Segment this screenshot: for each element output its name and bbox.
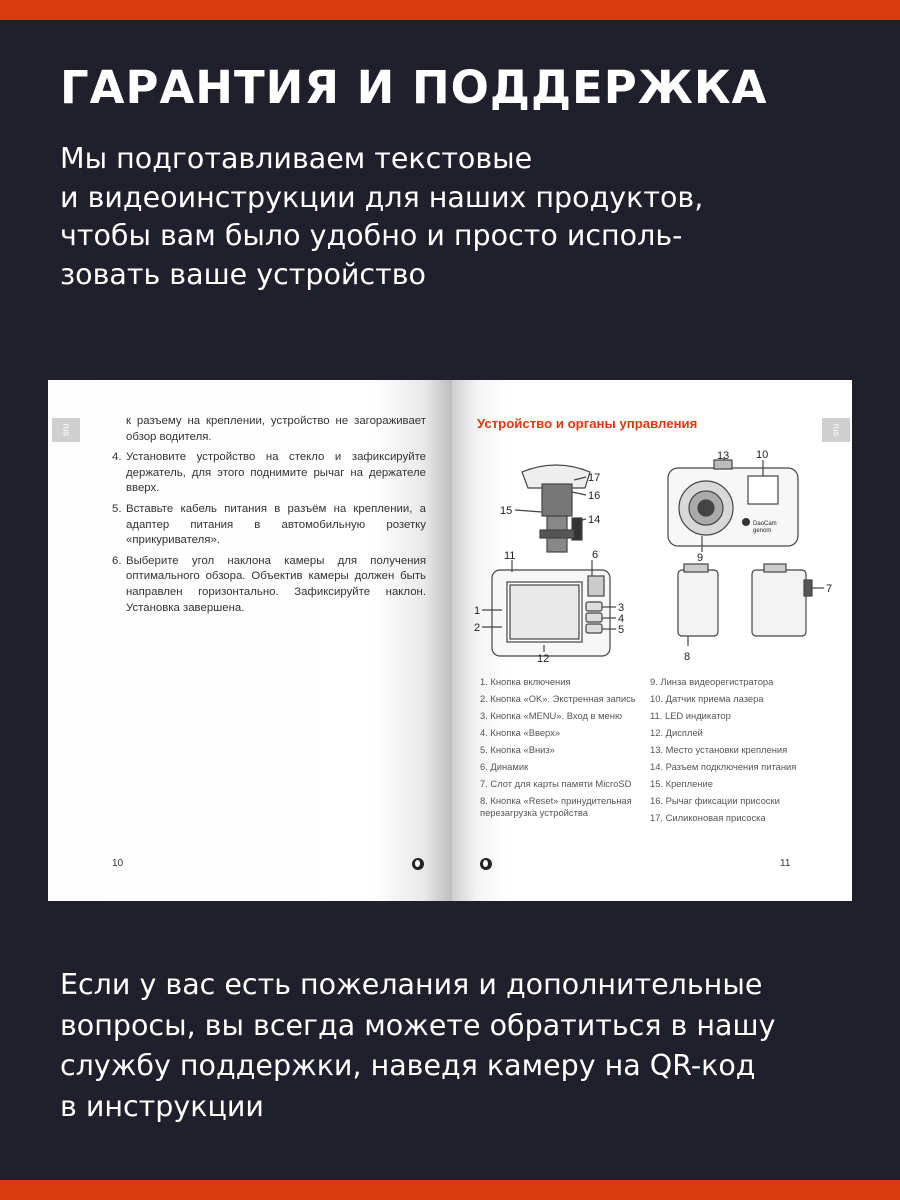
legend-item: 17. Силиконовая присоска xyxy=(650,812,766,823)
legend-item: 11. LED индикатор xyxy=(650,710,731,721)
callout-label: 5 xyxy=(618,624,625,636)
callout-label: 4 xyxy=(618,613,625,625)
legend-item: 2. Кнопка «OK». Экстренная запись xyxy=(480,693,636,704)
brand-name: genom xyxy=(753,528,772,534)
support-line: в инструкции xyxy=(60,1089,264,1123)
page-number: 11 xyxy=(780,858,791,869)
callout-label: 8 xyxy=(684,651,691,663)
callout-label: 13 xyxy=(717,450,730,462)
callout-label: 3 xyxy=(618,602,625,614)
top-accent-bar xyxy=(0,0,900,20)
brand-name: DaoCam xyxy=(753,521,777,527)
step-item: 5. Вставьте кабель питания в разъём на креплении, а адаптер питания в автомобильную розетку «прикуривателя». xyxy=(112,502,426,547)
intro-line: чтобы вам было удобно и просто исполь- xyxy=(60,219,683,252)
support-text xyxy=(60,965,860,1127)
installation-steps xyxy=(112,414,426,621)
mount-illustration xyxy=(515,465,590,552)
camera-front-view xyxy=(668,458,798,552)
page-number: 10 xyxy=(112,858,124,869)
legend-item: 15. Крепление xyxy=(650,778,713,789)
legend-item: 10. Датчик приема лазера xyxy=(650,693,764,704)
legend-item: 16. Рычаг фиксации присоски xyxy=(650,795,780,806)
manual-photo xyxy=(48,380,852,901)
callout-label: 15 xyxy=(500,505,513,517)
page-title: ГАРАНТИЯ И ПОДДЕРЖКА xyxy=(60,61,768,114)
legend-item: 5. Кнопка «Вниз» xyxy=(480,744,555,755)
support-line: вопросы, вы всегда можете обратиться в нашу xyxy=(60,1008,776,1042)
callout-label: 17 xyxy=(588,472,601,484)
parts-legend-right xyxy=(650,676,810,829)
legend-item: 3. Кнопка «MENU». Вход в меню xyxy=(480,710,622,721)
callout-label: 14 xyxy=(588,514,601,526)
legend-item: 13. Место установки крепления xyxy=(650,744,788,755)
bottom-accent-bar xyxy=(0,1180,900,1200)
legend-item: 8. Кнопка «Reset» принудительная перезагрузка устройства xyxy=(480,795,632,818)
step-continuation: к разъему на креплении, устройство не загораживает обзор водителя. xyxy=(126,415,426,443)
brand-logo-icon xyxy=(412,858,424,870)
legend-item: 1. Кнопка включения xyxy=(480,676,571,687)
support-line: Если у вас есть пожелания и дополнительные xyxy=(60,968,763,1001)
step-item: 6. Выберите угол наклона камеры для получения оптимального обзора. Объектив камеры должен быть направлен горизонтально. Зафиксируйте наклон. Установка завершена. xyxy=(112,554,426,614)
legend-item: 4. Кнопка «Вверх» xyxy=(480,727,561,738)
manual-left-page xyxy=(48,380,452,901)
callout-label: 10 xyxy=(756,449,769,461)
step-item: 4. Установите устройство на стекло и зафиксируйте держатель, для этого поднимите рычаг на держателе вверх. xyxy=(112,451,426,495)
callout-label: 16 xyxy=(588,490,601,502)
device-diagram xyxy=(452,380,852,680)
language-tab: rus xyxy=(822,418,850,442)
support-line: службу поддержки, наведя камеру на QR-код xyxy=(60,1049,756,1082)
intro-line: и видеоинструкции для наших продуктов, xyxy=(60,180,704,214)
language-tab: rus xyxy=(52,418,80,442)
legend-item: 7. Слот для карты памяти MicroSD xyxy=(480,778,632,789)
callout-label: 7 xyxy=(826,583,833,595)
brand-logo-icon xyxy=(480,858,492,870)
callout-label: 12 xyxy=(537,653,550,665)
intro-text xyxy=(60,140,860,294)
legend-item: 9. Линза видеорегистратора xyxy=(650,676,774,687)
camera-side-views xyxy=(678,564,824,646)
manual-right-page xyxy=(452,380,852,901)
callout-label: 2 xyxy=(474,622,481,634)
camera-back-view xyxy=(482,560,616,656)
parts-legend-left xyxy=(480,676,638,824)
callout-label: 11 xyxy=(504,550,516,562)
callout-label: 6 xyxy=(592,549,599,561)
section-title: Устройство и органы управления xyxy=(477,416,698,431)
callout-label: 9 xyxy=(697,552,704,564)
intro-line: зовать ваше устройство xyxy=(60,257,426,291)
legend-item: 14. Разъем подключения питания xyxy=(650,761,797,772)
legend-item: 12. Дисплей xyxy=(650,727,703,738)
callout-label: 1 xyxy=(474,605,481,617)
intro-line: Мы подготавливаем текстовые xyxy=(60,142,533,175)
legend-item: 6. Динамик xyxy=(480,761,529,772)
